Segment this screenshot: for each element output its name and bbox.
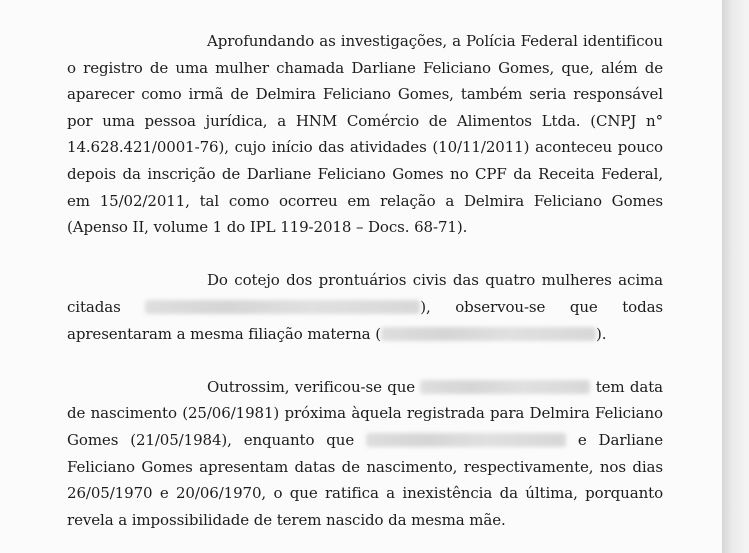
redacted-mother-name — [381, 327, 596, 341]
paragraph-1-text: Aprofundando as investigações, a Polícia Federal identificou o registro de uma mulher chamada Darliane Feliciano Gomes, que, além de aparecer como irmã de Delmira Feliciano Gomes, também seria responsável por uma pessoa jurídica, a HNM Comércio de Alimentos Ltda. (CNPJ n° 14.628.421/0001-76), cujo início das atividades (10/11/2011) aconteceu pouco depois da inscrição de Darliane Feliciano Gomes no CPF da Receita Federal, em 15/02/2011, tal como ocorreu em relação a Delmira Feliciano Gomes (Apenso II, volume 1 do IPL 119-2018 – Docs. 68-71). — [67, 32, 663, 237]
redacted-names — [145, 300, 420, 314]
paragraph-3-part-3: e Darliane Feliciano Gomes apresentam datas de nascimento, respectivamente, nos dias 26/05/1970 e 20/06/1970, o que ratifica a inexistência da última, porquanto revela a impossibilidade de terem nascido da mesma mãe. — [67, 430, 663, 529]
paragraph-3-part-2: tem data de nascimento (25/06/1981) próxima àquela registrada para Delmira Feliciano Gomes (21/05/1984), enquanto que — [67, 377, 663, 449]
paragraph-1 — [67, 28, 663, 241]
paragraph-2-part-3: ). — [595, 324, 607, 343]
document-body — [67, 28, 663, 533]
redacted-person-1 — [420, 380, 590, 394]
paragraph-3 — [67, 374, 663, 534]
paragraph-2-part-2: ), observou-se que todas apresentaram a mesma filiação materna ( — [67, 297, 664, 343]
paragraph-2 — [67, 267, 663, 347]
paragraph-3-part-1: Outrossim, verificou-se que — [207, 377, 416, 396]
page-edge-shadow — [722, 0, 749, 553]
redacted-person-2 — [366, 433, 566, 447]
paragraph-2-part-1: Do cotejo dos prontuários civis das quatro mulheres acima citadas — [67, 271, 663, 316]
